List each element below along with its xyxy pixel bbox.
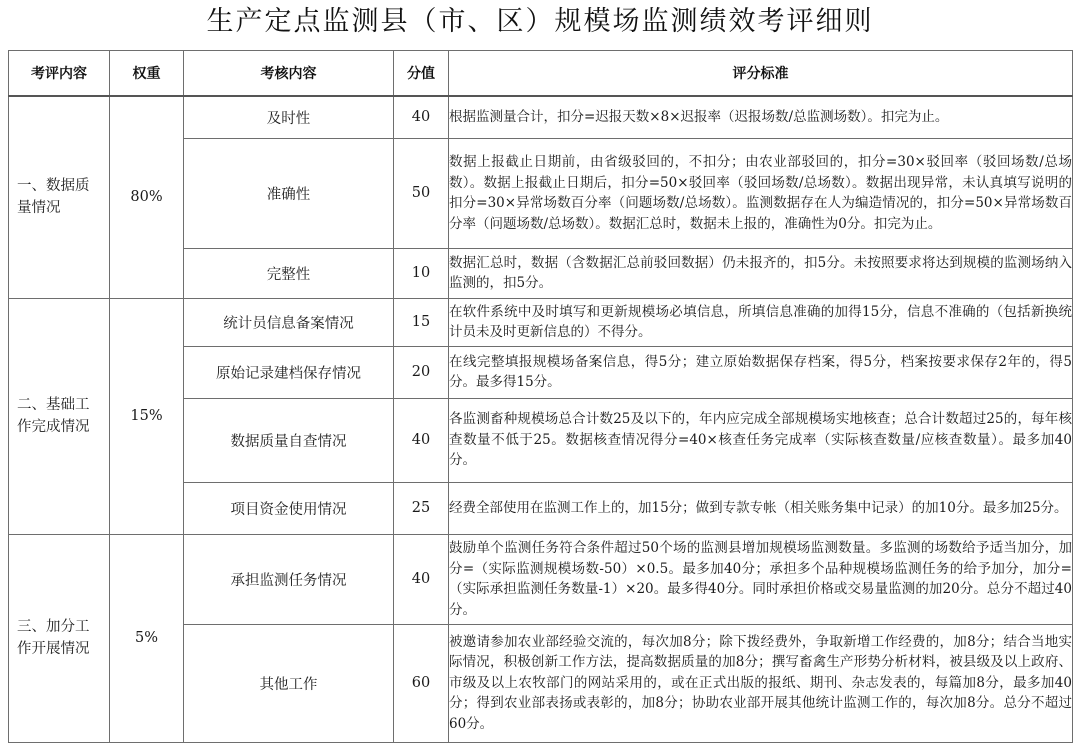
category-cell: 一、数据质量情况 (9, 96, 110, 298)
item-cell: 准确性 (184, 138, 394, 248)
item-cell: 数据质量自查情况 (184, 398, 394, 482)
item-cell: 及时性 (184, 96, 394, 138)
standard-cell: 被邀请参加农业部经验交流的，每次加8分；除下拨经费外，争取新增工作经费的，加8分；结合当地实际情况，积极创新工作方法，提高数据质量的加8分；撰写畜禽生产形势分析材料，被县级及以上政府、市级及以上农牧部门的网站采用的，或在正式出版的报纸、期刊、杂志发表的，每篇加8分，最多加40分；得到农业部表扬或表彰的，加8分；协助农业部开展其他统计监测工作的，每次加8分。总分不超过60分。 (449, 624, 1073, 742)
table-row (9, 96, 1073, 138)
item-cell: 完整性 (184, 248, 394, 298)
standard-cell: 经费全部使用在监测工作上的，加15分；做到专款专帐（相关账务集中记录）的加10分。最多加25分。 (449, 482, 1073, 534)
score-cell: 15 (394, 298, 449, 346)
standard-cell: 各监测畜种规模场总合计数25及以下的，年内应完成全部规模场实地核查；总合计数超过25的，每年核查数量不低于25。数据核查情况得分=40×核查任务完成率（实际核查数量/应核查数量）。最多加40分。 (449, 398, 1073, 482)
weight-cell: 80% (110, 96, 184, 298)
category-cell: 二、基础工作完成情况 (9, 298, 110, 534)
score-cell: 10 (394, 248, 449, 298)
header-category: 考评内容 (9, 51, 110, 97)
standard-cell: 数据汇总时，数据（含数据汇总前驳回数据）仍未报齐的，扣5分。未按照要求将达到规模的监测场纳入监测的，扣5分。 (449, 248, 1073, 298)
page-title: 生产定点监测县（市、区）规模场监测绩效考评细则 (206, 6, 874, 37)
header-score: 分值 (394, 51, 449, 97)
score-cell: 20 (394, 346, 449, 398)
score-cell: 50 (394, 138, 449, 248)
score-cell: 40 (394, 96, 449, 138)
weight-cell: 5% (110, 534, 184, 742)
weight-cell: 15% (110, 298, 184, 534)
standard-cell: 在线完整填报规模场备案信息，得5分；建立原始数据保存档案，得5分，档案按要求保存2年的，得5分。最多得15分。 (449, 346, 1073, 398)
header-weight: 权重 (110, 51, 184, 97)
header-item: 考核内容 (184, 51, 394, 97)
item-cell: 承担监测任务情况 (184, 534, 394, 624)
score-cell: 25 (394, 482, 449, 534)
header-standard: 评分标准 (449, 51, 1073, 97)
item-cell: 项目资金使用情况 (184, 482, 394, 534)
table-header-row (9, 51, 1073, 97)
evaluation-table (8, 50, 1073, 743)
item-cell: 其他工作 (184, 624, 394, 742)
standard-cell: 在软件系统中及时填写和更新规模场必填信息，所填信息准确的加得15分，信息不准确的（包括新换统计员未及时更新信息的）不得分。 (449, 298, 1073, 346)
score-cell: 60 (394, 624, 449, 742)
table-row (9, 298, 1073, 346)
standard-cell: 鼓励单个监测任务符合条件超过50个场的监测县增加规模场监测数量。多监测的场数给予适当加分，加分=（实际监测规模场数-50）×0.5。最多加40分；承担多个品种规模场监测任务的给予加分，加分=（实际承担监测任务数量-1）×20。最多得40分。同时承担价格或交易量监测的加20分。总分不超过40分。 (449, 534, 1073, 624)
item-cell: 原始记录建档保存情况 (184, 346, 394, 398)
standard-cell: 数据上报截止日期前，由省级驳回的，不扣分；由农业部驳回的，扣分=30×驳回率（驳回场数/总场数）。数据上报截止日期后，扣分=50×驳回率（驳回场数/总场数）。数据出现异常，未认真填写说明的扣分=30×异常场数百分率（问题场数/总场数）。监测数据存在人为编造情况的，扣分=50×异常场数百分率（问题场数/总场数）。数据汇总时，数据未上报的，准确性为0分。扣完为止。 (449, 138, 1073, 248)
item-cell: 统计员信息备案情况 (184, 298, 394, 346)
category-cell: 三、加分工作开展情况 (9, 534, 110, 742)
score-cell: 40 (394, 398, 449, 482)
score-cell: 40 (394, 534, 449, 624)
standard-cell: 根据监测量合计，扣分=迟报天数×8×迟报率（迟报场数/总监测场数）。扣完为止。 (449, 96, 1073, 138)
table-row (9, 534, 1073, 624)
